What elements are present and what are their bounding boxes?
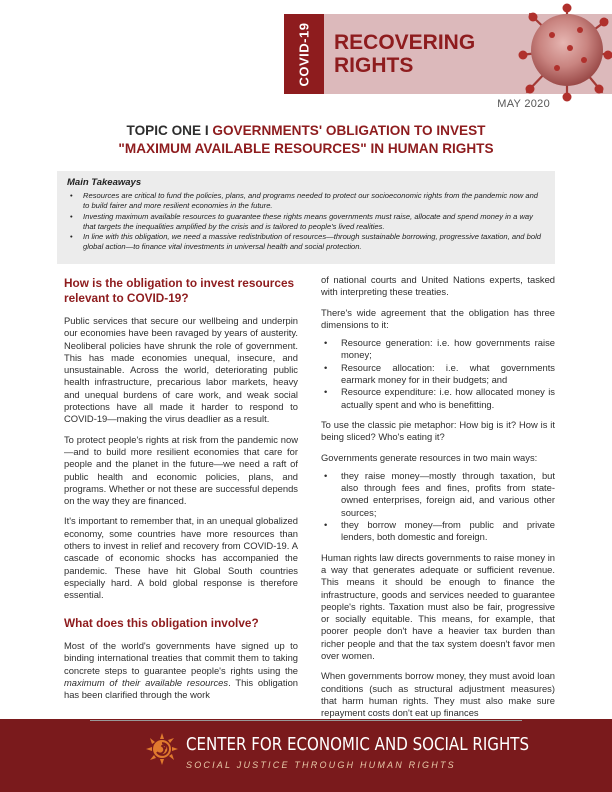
list-item <box>67 212 546 232</box>
paragraph: It's important to remember that, in an unequal globalized economy, some countries have more resources than others to invest in relief and recovery from COVID-19. A cascade of economic shocks has accompanied the pandemic. These have hit Global South countries especially hard. A bold global response is therefore essential. <box>64 515 298 601</box>
list-item <box>67 232 546 252</box>
ways-list <box>321 470 555 544</box>
list-text: they raise money—mostly through taxation, but also through fees and fines, profits from state-owned enterprises, foreign aid, and various other sources; <box>341 469 555 518</box>
topic-title-line1: GOVERNMENTS' OBLIGATION TO INVEST <box>212 123 486 138</box>
bullet-icon: • <box>324 361 328 373</box>
right-column <box>321 274 555 728</box>
footer-divider <box>90 720 522 721</box>
list-text: they borrow money—from public and private lenders, both domestic and foreign. <box>341 519 555 543</box>
bullet-icon: • <box>324 519 328 531</box>
topic-heading <box>50 122 562 158</box>
org-name: CENTER FOR ECONOMIC AND SOCIAL RIGHTS <box>186 735 530 755</box>
bullet-icon: • <box>70 191 73 200</box>
paragraph-text: . This obligation has been clarified through the work <box>64 676 298 701</box>
dimensions-list <box>321 337 555 411</box>
takeaway-text: Investing maximum available resources to guarantee these rights means governments must raise, allocate and spend money in a way that targets the inequalities amplified by the crisis and is tailored to people's lived realities. <box>83 211 533 231</box>
paragraph: There's wide agreement that the obligation has three dimensions to it: <box>321 306 555 330</box>
bullet-icon: • <box>70 232 73 241</box>
cesr-logo-icon <box>144 731 180 767</box>
left-column <box>64 276 298 710</box>
takeaway-text: In line with this obligation, we need a massive redistribution of resources—through sustainable borrowing, progressive taxation, and bold global action—to finance vital investments in universal health and social protection. <box>83 232 541 251</box>
takeaway-text: Resources are critical to fund the policies, plans, and programs needed to protect our socioeconomic rights from the pandemic now and to build fairer and more resilient economies in the future. <box>83 191 539 210</box>
paragraph: Public services that secure our wellbeing and underpin our economies have been ravaged by years of austerity. Neoliberal policies have shrunk the role of government. This has made economies unequal, insecure, and unsustainable. Across the world, deteriorating public health infrastructure, precarious labor markets, heavy and unequal burdens of care work, and weak social protections have all made it harder to respond to COVID-19—making the virus deadlier as a result. <box>64 315 298 425</box>
bullet-icon: • <box>324 337 328 349</box>
list-item <box>321 337 555 362</box>
paragraph: Governments generate resources in two main ways: <box>321 451 538 463</box>
list-item <box>321 519 555 544</box>
paragraph <box>64 640 298 701</box>
section-heading-relevance: How is the obligation to invest resources relevant to COVID-19? <box>64 276 295 305</box>
org-tagline: SOCIAL JUSTICE THROUGH HUMAN RIGHTS <box>186 760 456 770</box>
paragraph: Human rights law directs governments to raise money in a way that generates adequate or sufficient revenue. This means it should be enough to finance the infrastructure, goods and services needed to guarantee people's rights. Taxation must also be fair, progressive or socially equitable. This means, for example, that poorer people don't have a heavier tax burden than richer people and that the tax system doesn't favor men over women. <box>321 551 555 662</box>
series-title-line2: RIGHTS <box>334 54 414 77</box>
bullet-icon: • <box>324 386 328 398</box>
list-item <box>321 362 555 387</box>
list-text: Resource expenditure: i.e. how allocated money is actually spent and who is benefitting. <box>341 386 555 410</box>
takeaways-heading: Main Takeaways <box>67 177 142 188</box>
paragraph: of national courts and United Nations experts, tasked with interpreting these treaties. <box>321 274 555 298</box>
paragraph-text: Most of the world's governments have signed up to binding international treaties that commit them to taking concrete steps to guarantee people's rights using the <box>64 640 298 676</box>
publication-date: MAY 2020 <box>497 98 550 110</box>
footer-band <box>0 719 612 792</box>
section-heading-involve: What does this obligation involve? <box>64 615 259 630</box>
topic-prefix: TOPIC ONE I <box>126 123 213 138</box>
list-item <box>67 191 546 211</box>
coronavirus-icon <box>512 0 612 110</box>
series-title-line1: RECOVERING <box>334 31 476 54</box>
paragraph: When governments borrow money, they must avoid loan conditions (such as structural adjustment measures) that harm human rights. They must also make sure repayment costs don't eat up finances <box>321 670 555 719</box>
main-takeaways-box <box>57 171 555 264</box>
covid-tab-label: COVID-19 <box>296 22 312 86</box>
topic-title-line2: "MAXIMUM AVAILABLE RESOURCES" IN HUMAN RIGHTS <box>118 141 494 156</box>
paragraph: To use the classic pie metaphor: How big is it? How is it being sliced? Who's eating it? <box>321 418 555 443</box>
paragraph: To protect people's rights at risk from the pandemic now—and to build more resilient economies that care for people and the planet in the future—we need a raft of public health and economic policies, plans, and programs. Whether or not these are successful depends on the way they are financed. <box>64 433 298 507</box>
list-text: Resource generation: i.e. how governments raise money; <box>341 337 555 361</box>
list-text: Resource allocation: i.e. what governments earmark money for in their budgets; and <box>341 361 555 386</box>
list-item <box>321 470 555 519</box>
bullet-icon: • <box>324 469 328 481</box>
bullet-icon: • <box>70 211 73 221</box>
covid-tab <box>284 14 324 94</box>
takeaways-list <box>67 191 546 252</box>
emphasis-text: maximum of their available resources <box>64 676 229 688</box>
list-item <box>321 386 555 411</box>
